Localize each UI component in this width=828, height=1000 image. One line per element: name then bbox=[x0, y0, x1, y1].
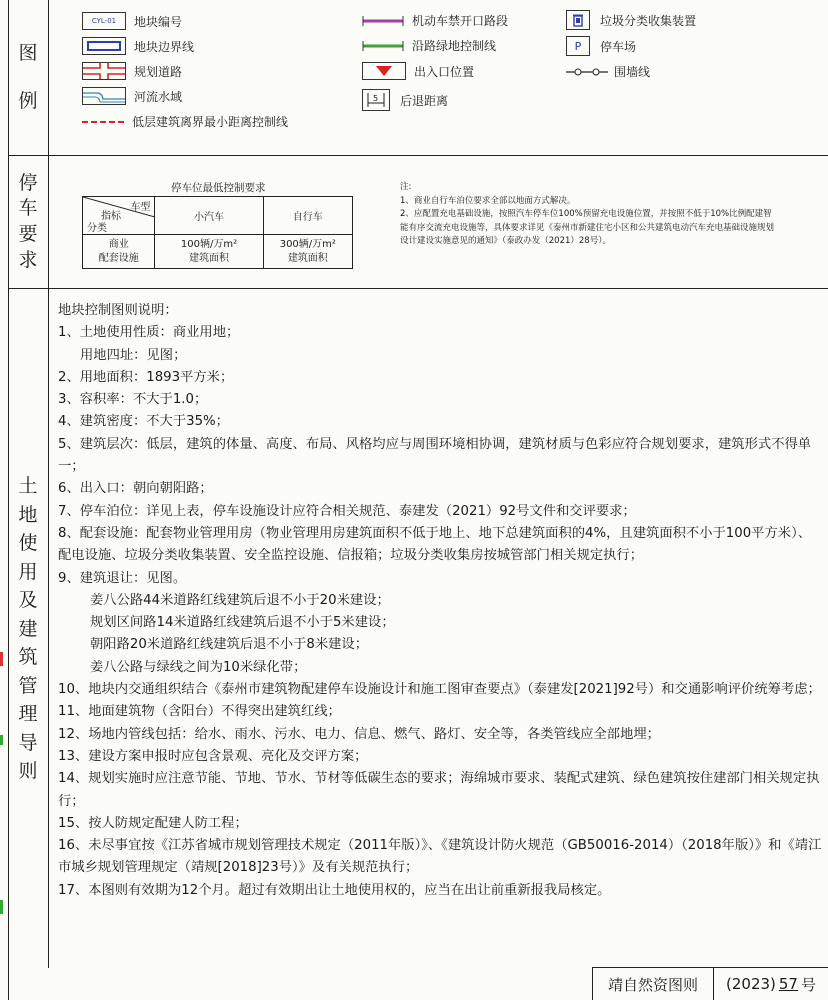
parking-label-char: 求 bbox=[18, 248, 38, 271]
edge-mark bbox=[0, 735, 3, 745]
number-suffix: 号 bbox=[800, 975, 816, 994]
guide-line: 6、出入口：朝向朝阳路； bbox=[58, 481, 213, 497]
guide-label-char: 理 bbox=[18, 703, 38, 726]
header-indicator: 指标 bbox=[101, 211, 121, 222]
parking-notes bbox=[400, 181, 780, 249]
plot-code-icon bbox=[82, 12, 126, 30]
legend-item-fence bbox=[566, 63, 650, 80]
guide-line: 2、用地面积：1893平方米； bbox=[58, 369, 234, 385]
divider-parking-guide bbox=[8, 288, 828, 289]
edge-mark bbox=[0, 652, 3, 666]
parking-row-category bbox=[83, 235, 155, 269]
guide-line: 地块控制图则说明： bbox=[58, 303, 178, 318]
legend-item-river bbox=[82, 87, 182, 105]
legend-item-parking bbox=[566, 36, 636, 56]
parking-section-label bbox=[10, 156, 46, 288]
plot-boundary-icon bbox=[82, 37, 126, 55]
note-heading: 注: bbox=[400, 182, 412, 192]
car-value-line: 100辆/万m² bbox=[180, 238, 238, 250]
parking-icon-text: P bbox=[574, 39, 582, 53]
label-column-divider bbox=[48, 0, 49, 968]
guide-line: 11、地面建筑物（含阳台）不得突出建筑红线； bbox=[58, 704, 341, 720]
issuing-authority: 靖自然资图则 bbox=[593, 968, 714, 1000]
guide-line: 15、按人防规定配建人防工程； bbox=[58, 815, 248, 831]
note-line: 2、应配置充电基础设施，按照汽车停车位100%预留充电设施位置，并按照不低于10%比例配建智能有序交流充电设施等，具体要求详见《泰州市新建住宅小区和公共建筑电动汽车充电基础设施规划设计建设实施意见的通知》（泰政办发（2021）28号）。 bbox=[400, 209, 775, 247]
edge-mark bbox=[0, 900, 3, 914]
header-category: 分类 bbox=[87, 223, 107, 234]
legend-label: 低层建筑离界最小距离控制线 bbox=[132, 115, 289, 129]
legend-item-setback-control bbox=[82, 113, 288, 130]
guide-line: 用地四址：见图； bbox=[80, 347, 187, 363]
guide-line: 8、配套设施：配套物业管理用房（物业管理用房建筑面积不低于地上、地下总建筑面积的4%，且建筑面积不小于100平方米）、配电设施、垃圾分类收集装置、安全监控设施、信报箱；垃圾分类收集房按城管部门相关规定执行； bbox=[58, 525, 812, 564]
parking-icon bbox=[566, 36, 590, 56]
legend-label: 机动车禁开口路段 bbox=[412, 14, 509, 28]
setback-control-line-icon bbox=[82, 114, 124, 130]
guide-line: 14、规划实施时应注意节能、节地、节水、节材等低碳生态的要求；海绵城市要求、装配式建筑、绿色建筑按住建部门相关规定执行； bbox=[58, 771, 820, 809]
parking-table bbox=[82, 196, 353, 269]
legend-label: 河流水域 bbox=[134, 89, 183, 104]
car-value-line: 建筑面积 bbox=[189, 252, 230, 264]
guide-line: 5、建筑层次：低层，建筑的体量、高度、布局、风格均应与周围环境相协调，建筑材质与色彩应符合规划要求，建筑形式不得单一； bbox=[58, 436, 812, 475]
legend-item-entrance bbox=[362, 62, 474, 80]
guide-line: 4、建筑密度：不大于35%； bbox=[58, 414, 229, 430]
bike-value-line: 建筑面积 bbox=[287, 252, 328, 264]
guide-label-char: 筑 bbox=[18, 646, 38, 669]
guide-line: 13、建设方案申报时应包含景观、亮化及交评方案； bbox=[58, 748, 368, 764]
guide-label-char: 建 bbox=[18, 617, 38, 640]
guide-line: 17、本图则有效期为12个月。超过有效期出让土地使用权的，应当在出让前重新报我局核定。 bbox=[58, 882, 611, 898]
guide-line: 12、场地内管线包括：给水、雨水、污水、电力、信息、燃气、路灯、安全等，各类管线应全部地埋； bbox=[58, 726, 660, 742]
guide-line: 7、停车泊位：详见上表，停车设施设计应符合相关规范、泰建发（2021）92号文件和交评要求； bbox=[58, 503, 636, 519]
category-line: 配套设施 bbox=[98, 252, 139, 264]
divider-legend-parking bbox=[8, 155, 828, 156]
document-number bbox=[714, 968, 828, 1000]
guide-label-char: 使 bbox=[18, 532, 38, 555]
document-number-block bbox=[592, 967, 828, 1000]
plot-code-text: CYL-01 bbox=[91, 17, 117, 25]
legend-label: 垃圾分类收集装置 bbox=[600, 13, 697, 28]
guide-line: 规划区间路14米道路红线建筑后退不小于5米建设； bbox=[90, 615, 395, 631]
legend-label: 沿路绿地控制线 bbox=[412, 39, 497, 53]
legend-item-plot-boundary bbox=[82, 37, 194, 55]
fence-line-icon bbox=[566, 64, 608, 80]
number-value: 57 bbox=[778, 975, 798, 993]
legend-item-green-control bbox=[362, 37, 496, 54]
guide-label-char: 用 bbox=[18, 560, 38, 583]
guide-line: 朝阳路20米道路红线建筑后退不小于8米建设； bbox=[90, 637, 369, 653]
number-prefix: (2023) bbox=[726, 975, 776, 993]
parking-label-char: 车 bbox=[18, 197, 38, 220]
river-icon bbox=[82, 87, 126, 105]
guide-line: 姜八公路与绿线之间为10米绿化带； bbox=[90, 659, 307, 675]
legend-label: 地块边界线 bbox=[134, 39, 195, 54]
waste-bin-icon bbox=[566, 10, 590, 30]
bike-value-line: 300辆/万m² bbox=[279, 238, 336, 250]
land-use-guidelines bbox=[58, 300, 824, 902]
parking-table-title: 停车位最低控制要求 bbox=[171, 182, 266, 194]
legend-label: 出入口位置 bbox=[414, 64, 475, 79]
legend-item-no-opening bbox=[362, 12, 508, 29]
category-line: 商业 bbox=[108, 238, 129, 250]
parking-label-char: 要 bbox=[18, 223, 38, 245]
guide-label-char: 及 bbox=[18, 589, 38, 612]
parking-col-bike: 自行车 bbox=[263, 197, 352, 235]
legend-label-char: 图 bbox=[18, 41, 38, 64]
parking-table-header-diagonal bbox=[83, 197, 155, 235]
parking-car-value bbox=[155, 235, 263, 269]
guide-label-char: 则 bbox=[18, 760, 38, 783]
planned-road-icon bbox=[82, 62, 126, 80]
guide-section-label bbox=[10, 289, 46, 969]
guide-label-char: 导 bbox=[18, 731, 38, 754]
guide-label-char: 土 bbox=[18, 475, 38, 498]
legend-section-label bbox=[10, 0, 46, 155]
guide-line: 9、建筑退让：见图。 bbox=[58, 570, 187, 586]
legend-label: 围墙线 bbox=[614, 65, 651, 79]
legend-label-char: 例 bbox=[18, 89, 38, 112]
parking-label-char: 停 bbox=[18, 171, 38, 194]
guide-line: 姜八公路44米道路红线建筑后退不小于20米建设； bbox=[90, 592, 390, 608]
header-type: 车型 bbox=[130, 202, 151, 213]
legend-item-planned-road bbox=[82, 62, 182, 80]
legend-label: 停车场 bbox=[600, 39, 637, 54]
legend-item-setback-distance bbox=[362, 89, 448, 111]
green-control-line-icon bbox=[362, 38, 404, 54]
entrance-icon bbox=[362, 62, 406, 80]
legend-label: 地块编号 bbox=[134, 14, 183, 29]
guide-line: 3、容积率：不大于1.0； bbox=[58, 392, 208, 408]
legend-item-waste-bin bbox=[566, 10, 696, 30]
setback-distance-icon bbox=[362, 89, 390, 111]
parking-bike-value bbox=[263, 235, 352, 269]
guide-line: 1、土地使用性质：商业用地； bbox=[58, 325, 240, 341]
legend-item-plot-code bbox=[82, 12, 182, 30]
legend-label: 后退距离 bbox=[400, 93, 449, 108]
guide-label-char: 地 bbox=[18, 503, 38, 526]
note-line: 1、商业自行车泊位要求全部以地面方式解决。 bbox=[400, 195, 576, 206]
guide-line: 10、地块内交通组织结合《泰州市建筑物配建停车设施设计和施工图审查要点》（泰建发[2021]92号）和交通影响评价统筹考虑； bbox=[58, 682, 821, 698]
guide-label-char: 管 bbox=[18, 674, 38, 697]
setback-distance-number: 5 bbox=[373, 94, 379, 103]
parking-col-car: 小汽车 bbox=[155, 197, 263, 235]
no-opening-road-icon bbox=[362, 13, 404, 29]
guide-line: 16、未尽事宜按《江苏省城市规划管理技术规定（2011年版）》、《建筑设计防火规范（GB50016-2014）（2018年版）》和《靖江市城乡规划管理规定（靖规[2018]23号）》及有关规范执行； bbox=[58, 838, 822, 876]
legend-label: 规划道路 bbox=[134, 64, 183, 79]
